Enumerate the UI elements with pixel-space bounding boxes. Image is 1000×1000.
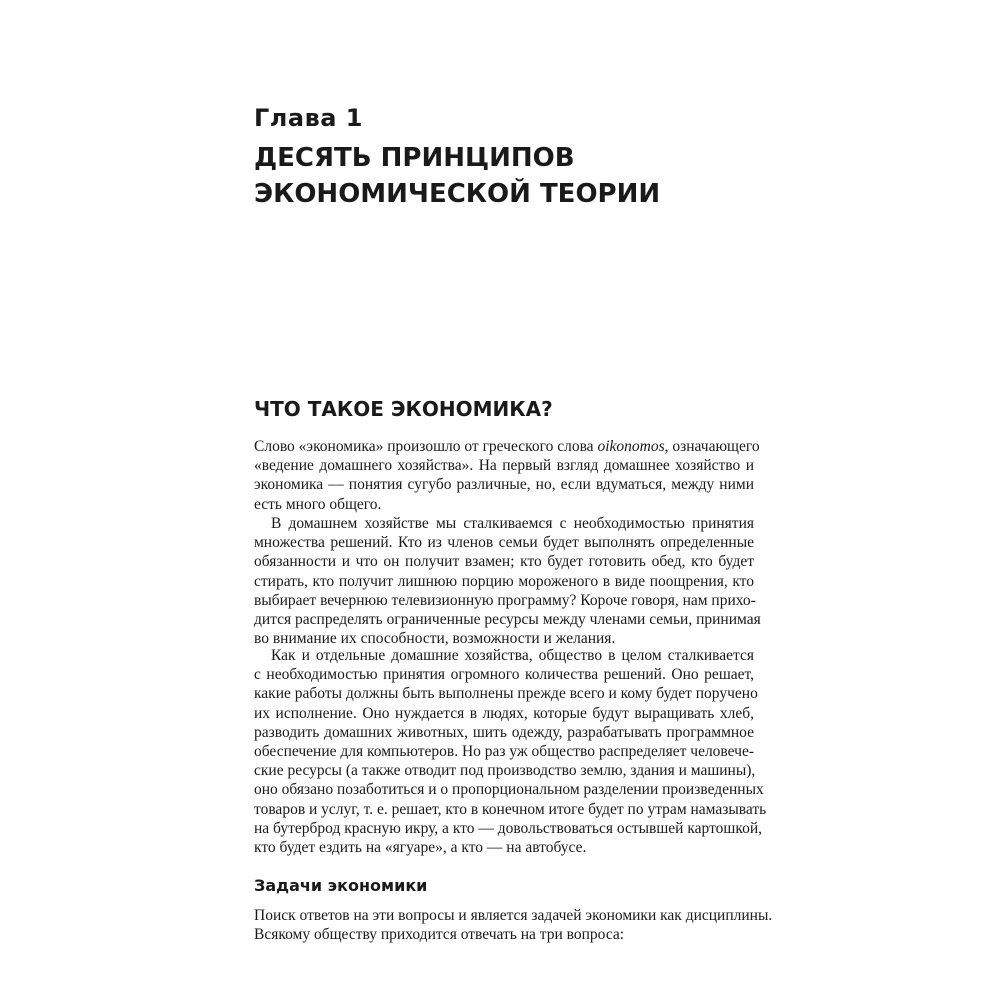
text-line: Как и отдельные домашние хозяйства, общество в целом сталкивается [271,647,754,664]
paragraph [254,514,761,648]
text-line: Слово «экономика» произошло от греческого слова oikonomos, означающего [254,438,760,455]
chapter-title-line: ЭКОНОМИЧЕСКОЙ ТЕОРИИ [254,179,661,209]
paragraph [254,906,773,944]
text-line: обязанности и что он получит взамен; кто будет готовить обед, кто будет [254,553,754,571]
paragraph [254,646,767,857]
text-line: товаров и услуг, т. е. решает, кто в конечном итоге будет по утрам намазывать [254,800,767,818]
chapter-label: Глава 1 [254,104,364,132]
text-line: выбирает вечернюю телевизионную программу? Короче говоря, нам прихо- [254,591,756,609]
text-line: Поиск ответов на эти вопросы и является задачей экономики как дисциплины. [254,907,773,924]
chapter-title [254,140,814,212]
text-line: во внимание их способности, возможности и желания. [254,630,616,648]
text-line: с необходимостью принятия огромного количества решений. Оно решает, [254,666,754,684]
text-line: ские ресурсы (а также отводит под производство землю, здания и машины), [254,762,756,780]
chapter-title-line: ДЕСЯТЬ ПРИНЦИПОВ [254,143,575,173]
text-line: множества решений. Кто из членов семьи будет выполнять определенные [254,534,754,552]
text-line: В домашнем хозяйстве мы сталкиваемся с необходимостью принятия [271,515,754,532]
text-line: «ведение домашнего хозяйства». На первый взгляд домашнее хозяйство и [254,457,754,475]
text-line: какие работы должны быть выполнены прежде всего и кому будет поручено [254,685,758,703]
text-line: кто будет ездить на «ягуаре», а кто — на автобусе. [254,839,587,857]
text-line: обеспечение для компьютеров. Но раз уж общество распределяет человече- [254,743,754,761]
italic-term: oikonomos [597,438,665,455]
text-line: оно обязано позаботиться и о пропорциональном разделении произведенных [254,781,764,799]
text-line: есть много общего. [254,495,382,513]
text-line: дится распределять ограниченные ресурсы между членами семьи, принимая [254,611,761,629]
text-line: их исполнение. Оно нуждается в людях, которые будут выращивать хлеб, [254,704,754,722]
paragraph [254,437,760,514]
text-line: Всякому обществу приходится отвечать на три вопроса: [254,926,625,944]
text-line: на бутерброд красную икру, а кто — довольствоваться остывшей картошкой, [254,819,762,837]
text-line: стирать, кто получит лишнюю порцию мороженого в виде поощрения, кто [254,572,754,590]
section-title: ЧТО ТАКОЕ ЭКОНОМИКА? [254,397,553,421]
text-line: экономика — понятия сугубо различные, но, если вдуматься, между ними [254,476,754,494]
subsection-title: Задачи экономики [254,876,428,895]
text-line: разводить домашних животных, шить одежду, разрабатывать программное [254,723,754,741]
